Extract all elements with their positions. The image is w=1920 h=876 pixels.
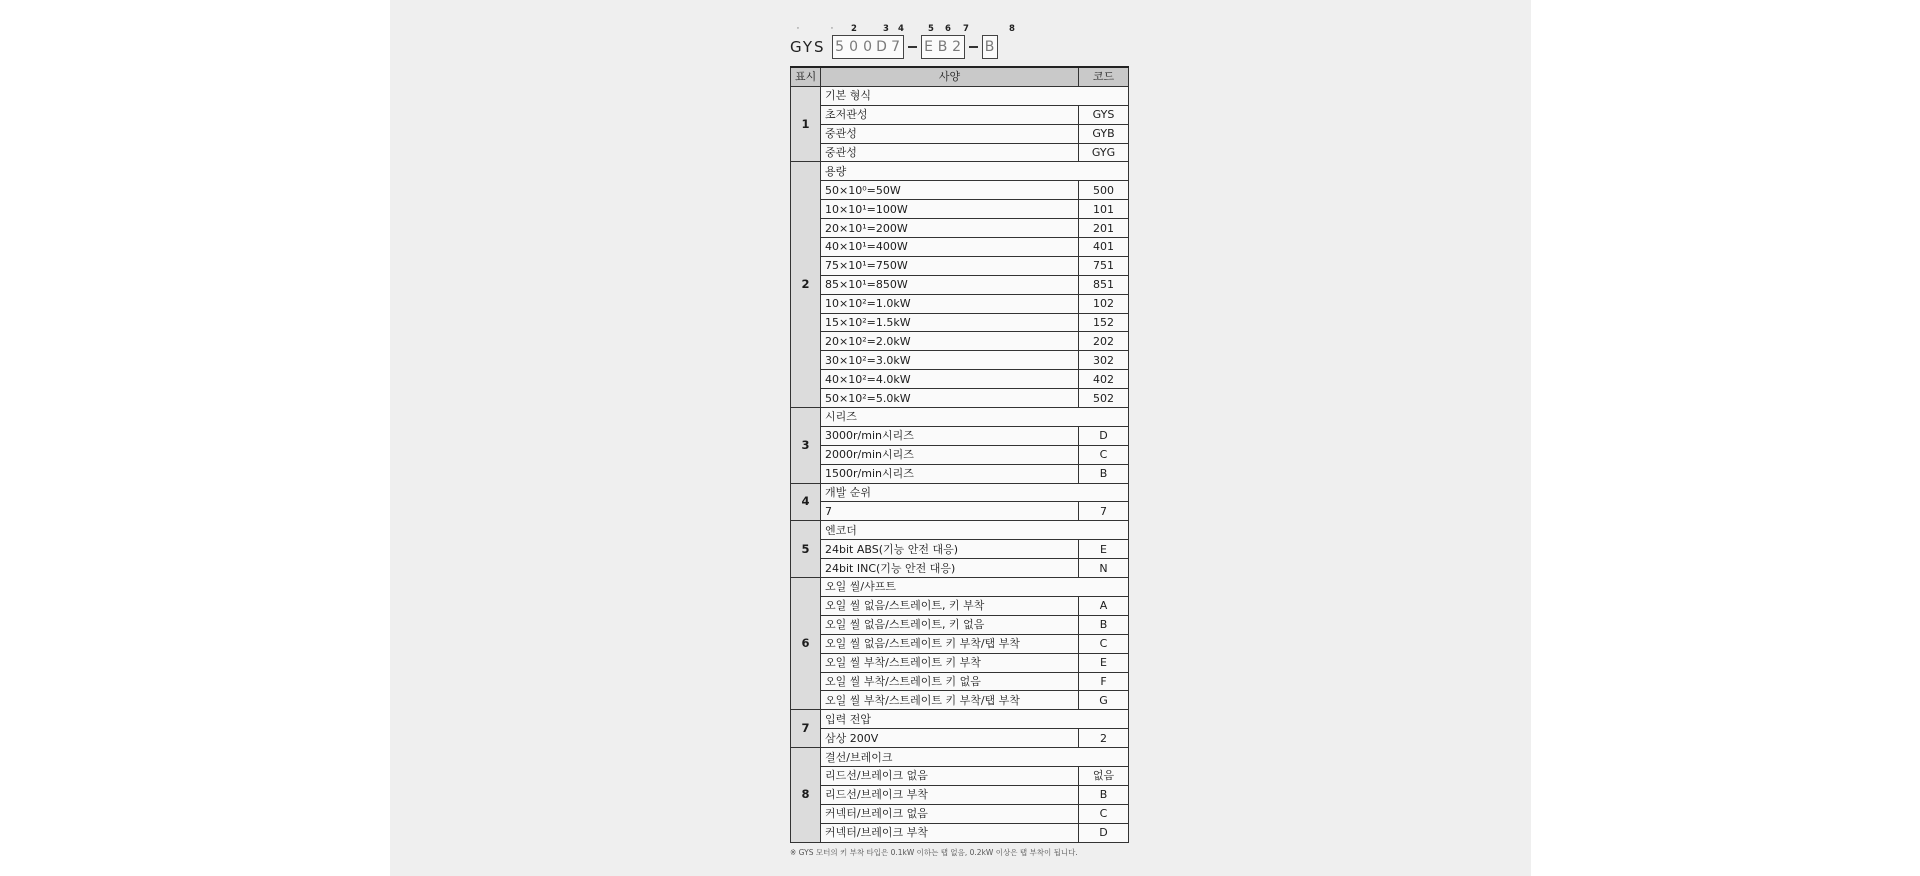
group-title: 오일 씰/샤프트 (821, 578, 1129, 597)
table-row (791, 332, 1129, 351)
spec-cell: 3000r/min시리즈 (821, 426, 1079, 445)
table-row (791, 634, 1129, 653)
spec-cell: 50×10²=5.0kW (821, 389, 1079, 408)
code-cell: B (1079, 464, 1129, 483)
table-row (791, 766, 1129, 785)
digit-label: 2 (851, 24, 857, 34)
code-cell: C (1079, 804, 1129, 823)
group-index: 4 (791, 483, 821, 521)
group-title: 엔코더 (821, 521, 1129, 540)
table-row (791, 408, 1129, 427)
spec-cell: 중관성 (821, 124, 1079, 143)
code-digit: E (924, 39, 933, 55)
group-title: 기본 형식 (821, 86, 1129, 105)
code-digit: 2 (952, 39, 962, 55)
model-prefix: GYS (790, 38, 826, 56)
group-index: 5 (791, 521, 821, 578)
code-group-3 (982, 35, 998, 59)
code-group-1 (832, 35, 904, 59)
digit-label: 6 (945, 24, 951, 34)
spec-cell: 리드선/브레이크 부착 (821, 785, 1079, 804)
table-row (791, 521, 1129, 540)
table-row (791, 540, 1129, 559)
table-row (791, 275, 1129, 294)
table-row (791, 729, 1129, 748)
table-row (791, 653, 1129, 672)
table-row (791, 785, 1129, 804)
spec-cell: 오일 씰 부착/스트레이트 키 부착 (821, 653, 1079, 672)
spec-cell: 오일 씰 없음/스트레이트, 키 부착 (821, 596, 1079, 615)
header-spec: 사양 (821, 67, 1079, 86)
group-index: 1 (791, 86, 821, 162)
digit-label: 5 (928, 24, 934, 34)
code-cell: 2 (1079, 729, 1129, 748)
table-row (791, 596, 1129, 615)
code-cell: F (1079, 672, 1129, 691)
digit-label: 7 (963, 24, 969, 34)
table-row (791, 256, 1129, 275)
digit-label: · (796, 24, 800, 34)
code-cell: 152 (1079, 313, 1129, 332)
table-row (791, 143, 1129, 162)
code-digit: 0 (849, 39, 859, 55)
code-cell: G (1079, 691, 1129, 710)
spec-cell: 30×10²=3.0kW (821, 351, 1079, 370)
model-code-diagram (790, 18, 1130, 62)
group-title: 입력 전압 (821, 710, 1129, 729)
code-cell: N (1079, 559, 1129, 578)
spec-cell: 24bit ABS(기능 안전 대응) (821, 540, 1079, 559)
code-cell: D (1079, 426, 1129, 445)
spec-cell: 20×10²=2.0kW (821, 332, 1079, 351)
code-digit: 7 (891, 39, 901, 55)
spec-cell: 15×10²=1.5kW (821, 313, 1079, 332)
spec-table-body (791, 86, 1129, 842)
spec-cell: 1500r/min시리즈 (821, 464, 1079, 483)
table-row (791, 464, 1129, 483)
spec-cell: 오일 씰 부착/스트레이트 키 부착/탭 부착 (821, 691, 1079, 710)
table-row (791, 200, 1129, 219)
code-cell: 402 (1079, 370, 1129, 389)
code-digit: 0 (863, 39, 873, 55)
model-code-document (790, 18, 1130, 858)
code-digit: B (937, 39, 948, 55)
header-code: 코드 (1079, 67, 1129, 86)
code-cell: C (1079, 445, 1129, 464)
digit-label: · (830, 24, 834, 34)
code-digit: 5 (835, 39, 845, 55)
spec-cell: 50×10⁰=50W (821, 181, 1079, 200)
spec-cell: 리드선/브레이크 없음 (821, 766, 1079, 785)
digit-label: 3 (883, 24, 889, 34)
table-row (791, 370, 1129, 389)
code-cell: A (1079, 596, 1129, 615)
spec-table (790, 66, 1129, 843)
digit-label: 4 (898, 24, 904, 34)
code-cell: B (1079, 785, 1129, 804)
code-cell: C (1079, 634, 1129, 653)
table-row (791, 691, 1129, 710)
table-row (791, 162, 1129, 181)
group-index: 2 (791, 162, 821, 408)
group-title: 개발 순위 (821, 483, 1129, 502)
code-cell: GYS (1079, 105, 1129, 124)
table-row (791, 502, 1129, 521)
table-row (791, 823, 1129, 842)
table-row (791, 426, 1129, 445)
footnote: ※ GYS 모터의 키 부착 타입은 0.1kW 이하는 탭 없음, 0.2kW 이상은 탭 부착이 됩니다. (790, 847, 1078, 857)
code-digit: D (876, 39, 887, 55)
code-cell: 302 (1079, 351, 1129, 370)
code-cell: GYB (1079, 124, 1129, 143)
spec-cell: 20×10¹=200W (821, 219, 1079, 238)
code-separator (969, 46, 978, 48)
code-cell: 751 (1079, 256, 1129, 275)
table-row (791, 483, 1129, 502)
table-row (791, 389, 1129, 408)
table-row (791, 351, 1129, 370)
spec-cell: 2000r/min시리즈 (821, 445, 1079, 464)
group-index: 8 (791, 748, 821, 842)
table-row (791, 615, 1129, 634)
model-code-line (790, 34, 998, 60)
spec-cell: 10×10²=1.0kW (821, 294, 1079, 313)
spec-cell: 40×10²=4.0kW (821, 370, 1079, 389)
spec-cell: 커넥터/브레이크 없음 (821, 804, 1079, 823)
code-cell: GYG (1079, 143, 1129, 162)
table-row (791, 672, 1129, 691)
spec-cell: 10×10¹=100W (821, 200, 1079, 219)
group-index: 3 (791, 408, 821, 484)
code-cell: D (1079, 823, 1129, 842)
table-row (791, 238, 1129, 257)
code-cell: E (1079, 540, 1129, 559)
group-title: 시리즈 (821, 408, 1129, 427)
table-row (791, 105, 1129, 124)
code-cell: 401 (1079, 238, 1129, 257)
table-row (791, 294, 1129, 313)
spec-cell: 75×10¹=750W (821, 256, 1079, 275)
code-cell: 없음 (1079, 766, 1129, 785)
code-separator (908, 46, 917, 48)
code-group-2 (921, 35, 965, 59)
spec-cell: 오일 씰 없음/스트레이트, 키 없음 (821, 615, 1079, 634)
code-cell: 502 (1079, 389, 1129, 408)
spec-cell: 오일 씰 부착/스트레이트 키 없음 (821, 672, 1079, 691)
spec-cell: 24bit INC(기능 안전 대응) (821, 559, 1079, 578)
table-row (791, 181, 1129, 200)
code-cell: 101 (1079, 200, 1129, 219)
spec-cell: 85×10¹=850W (821, 275, 1079, 294)
spec-cell: 커넥터/브레이크 부착 (821, 823, 1079, 842)
code-cell: 851 (1079, 275, 1129, 294)
table-row (791, 559, 1129, 578)
code-digit: B (984, 39, 995, 55)
table-row (791, 124, 1129, 143)
table-row (791, 578, 1129, 597)
code-cell: 7 (1079, 502, 1129, 521)
table-row (791, 219, 1129, 238)
spec-cell: 40×10¹=400W (821, 238, 1079, 257)
table-row (791, 86, 1129, 105)
spec-cell: 7 (821, 502, 1079, 521)
table-row (791, 710, 1129, 729)
group-title: 결선/브레이크 (821, 748, 1129, 767)
header-index: 표시 (791, 67, 821, 86)
spec-cell: 초저관성 (821, 105, 1079, 124)
code-cell: 500 (1079, 181, 1129, 200)
group-index: 6 (791, 578, 821, 710)
group-title: 용량 (821, 162, 1129, 181)
code-cell: 201 (1079, 219, 1129, 238)
spec-cell: 중관성 (821, 143, 1079, 162)
code-cell: B (1079, 615, 1129, 634)
table-row (791, 748, 1129, 767)
code-cell: 202 (1079, 332, 1129, 351)
code-cell: E (1079, 653, 1129, 672)
spec-cell: 삼상 200V (821, 729, 1079, 748)
table-row (791, 313, 1129, 332)
table-row (791, 804, 1129, 823)
spec-cell: 오일 씰 없음/스트레이트 키 부착/탭 부착 (821, 634, 1079, 653)
code-cell: 102 (1079, 294, 1129, 313)
digit-label: 8 (1009, 24, 1015, 34)
group-index: 7 (791, 710, 821, 748)
table-header-row (791, 67, 1129, 86)
table-row (791, 445, 1129, 464)
